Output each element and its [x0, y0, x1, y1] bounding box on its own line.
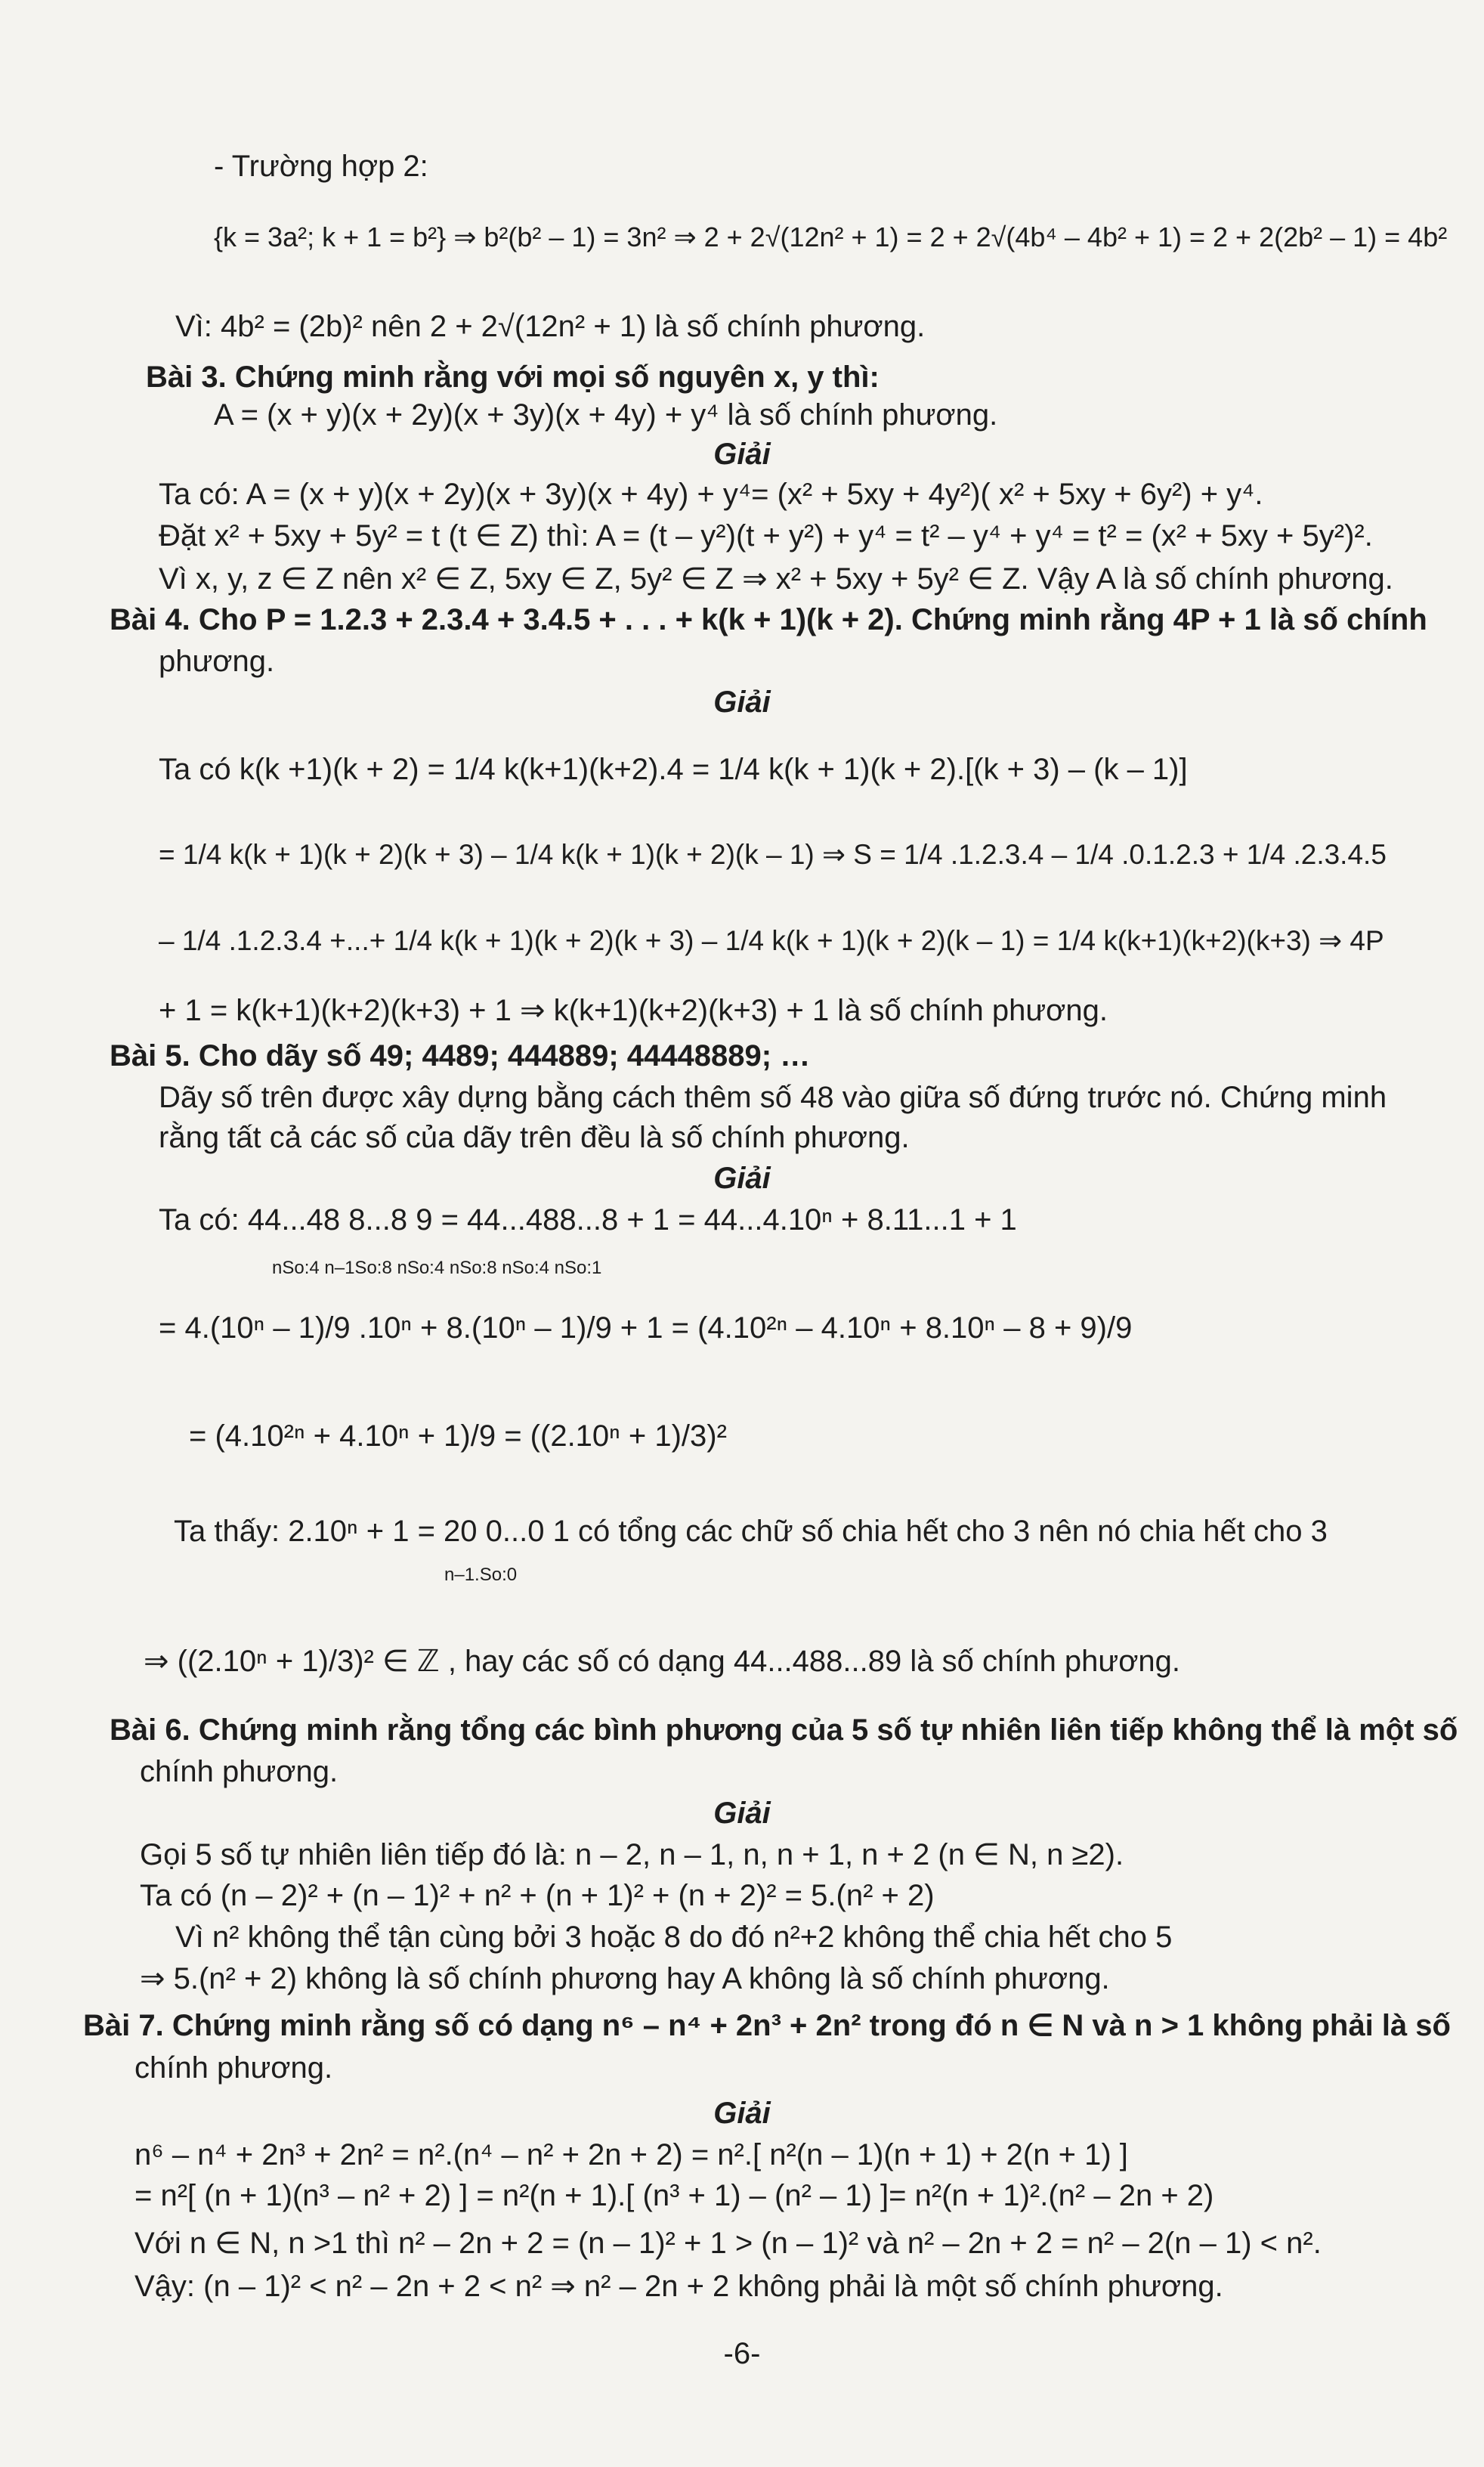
problem-6-conclusion: ⇒ 5.(n² + 2) không là số chính phương hay A không là số chính phương. — [140, 1962, 1110, 1995]
problem-3-step-3: Vì x, y, z ∈ Z nên x² ∈ Z, 5xy ∈ Z, 5y² ∈ Z ⇒ x² + 5xy + 5y² ∈ Z. Vậy A là số chính phương. — [159, 562, 1393, 596]
problem-5-zero-count: n–1.So:0 — [444, 1565, 518, 1585]
problem-6-statement-cont: chính phương. — [140, 1755, 339, 1788]
case-2-system: {k = 3a²; k + 1 = b²} ⇒ b²(b² – 1) = 3n² ⇒ 2 + 2√(12n² + 1) = 2 + 2√(4b⁴ – 4b² + 1) = 2 + 2(2b² – 1) = 4b² — [214, 221, 1448, 252]
problem-4-step-3: – 1/4 .1.2.3.4 +...+ 1/4 k(k + 1)(k + 2)(k + 3) – 1/4 k(k + 1)(k + 2)(k – 1) = 1/4 k(k+1)(k+2)(k+3) ⇒ 4P — [159, 925, 1384, 956]
problem-6-step-1: Gọi 5 số tự nhiên liên tiếp đó là: n – 2, n – 1, n, n + 1, n + 2 (n ∈ N, n ≥2). — [140, 1838, 1124, 1871]
problem-4-step-2: = 1/4 k(k + 1)(k + 2)(k + 3) – 1/4 k(k + 1)(k + 2)(k – 1) ⇒ S = 1/4 .1.2.3.4 – 1/4 .0.1.2.3 + 1/4 .2.3.4.5 — [159, 839, 1387, 870]
problem-5-observation: Ta thấy: 2.10ⁿ + 1 = 20 0...0 1 có tổng các chữ số chia hết cho 3 nên nó chia hết cho 3 — [174, 1515, 1328, 1548]
problem-5-digit-counts: nSo:4 n–1So:8 nSo:4 nSo:8 nSo:4 nSo:1 — [272, 1258, 602, 1278]
problem-5-statement-cont: Dãy số trên được xây dựng bằng cách thêm số 48 vào giữa số đứng trước nó. Chứng minh — [159, 1081, 1387, 1114]
solution-heading: Giải — [713, 686, 771, 719]
problem-5-statement-cont2: rằng tất cả các số của dãy trên đều là số chính phương. — [159, 1121, 910, 1154]
problem-3-expression: A = (x + y)(x + 2y)(x + 3y)(x + 4y) + y⁴ là số chính phương. — [214, 398, 998, 432]
problem-7-statement-cont: chính phương. — [134, 2051, 333, 2085]
problem-5-conclusion: ⇒ ((2.10ⁿ + 1)/3)² ∈ ℤ , hay các số có dạng 44...488...89 là số chính phương. — [144, 1645, 1181, 1678]
problem-7-step-3: Với n ∈ N, n >1 thì n² – 2n + 2 = (n – 1)² + 1 > (n – 1)² và n² – 2n + 2 = n² – 2(n – 1) < n². — [134, 2227, 1322, 2260]
problem-4-statement-cont: phương. — [159, 645, 275, 678]
page-number: -6- — [723, 2337, 761, 2370]
problem-5-statement: Bài 5. Cho dãy số 49; 4489; 444889; 44448889; … — [110, 1039, 811, 1073]
problem-5-step-2: = 4.(10ⁿ – 1)/9 .10ⁿ + 8.(10ⁿ – 1)/9 + 1 = (4.10²ⁿ – 4.10ⁿ + 8.10ⁿ – 8 + 9)/9 — [159, 1311, 1133, 1345]
problem-7-conclusion: Vậy: (n – 1)² < n² – 2n + 2 < n² ⇒ n² – 2n + 2 không phải là một số chính phương. — [134, 2270, 1223, 2303]
problem-6-step-3: Vì n² không thể tận cùng bởi 3 hoặc 8 do đó n²+2 không thể chia hết cho 5 — [175, 1921, 1173, 1954]
solution-heading: Giải — [713, 2097, 771, 2130]
problem-6-step-2: Ta có (n – 2)² + (n – 1)² + n² + (n + 1)² + (n + 2)² = 5.(n² + 2) — [140, 1879, 935, 1912]
problem-3-step-2: Đặt x² + 5xy + 5y² = t (t ∈ Z) thì: A = (t – y²)(t + y²) + y⁴ = t² – y⁴ + y⁴ = t² = (x² + 5xy + 5y²)². — [159, 519, 1373, 553]
solution-heading: Giải — [713, 1797, 771, 1830]
problem-7-step-2: = n²[ (n + 1)(n³ – n² + 2) ] = n²(n + 1).[ (n³ + 1) – (n² – 1) ]= n²(n + 1)².(n² – 2n + 2) — [134, 2179, 1214, 2212]
problem-4-conclusion: + 1 = k(k+1)(k+2)(k+3) + 1 ⇒ k(k+1)(k+2)(k+3) + 1 là số chính phương. — [159, 994, 1108, 1027]
case-2-conclusion: Vì: 4b² = (2b)² nên 2 + 2√(12n² + 1) là số chính phương. — [175, 310, 926, 343]
solution-heading: Giải — [713, 438, 771, 471]
problem-5-step-1: Ta có: 44...48 8...8 9 = 44...488...8 + 1 = 44...4.10ⁿ + 8.11...1 + 1 — [159, 1203, 1017, 1237]
problem-5-step-3: = (4.10²ⁿ + 4.10ⁿ + 1)/9 = ((2.10ⁿ + 1)/3)² — [189, 1419, 727, 1453]
problem-3-step-1: Ta có: A = (x + y)(x + 2y)(x + 3y)(x + 4y) + y⁴= (x² + 5xy + 4y²)( x² + 5xy + 6y²) + y⁴. — [159, 478, 1263, 511]
problem-3-statement: Bài 3. Chứng minh rằng với mọi số nguyên x, y thì: — [146, 361, 880, 394]
problem-4-statement: Bài 4. Cho P = 1.2.3 + 2.3.4 + 3.4.5 + . . . + k(k + 1)(k + 2). Chứng minh rằng 4P + 1 là số chính — [110, 603, 1427, 636]
problem-4-step-1: Ta có k(k +1)(k + 2) = 1/4 k(k+1)(k+2).4 = 1/4 k(k + 1)(k + 2).[(k + 3) – (k – 1)] — [159, 753, 1188, 786]
problem-7-statement: Bài 7. Chứng minh rằng số có dạng n⁶ – n⁴ + 2n³ + 2n² trong đó n ∈ N và n > 1 không phải là số — [83, 2009, 1451, 2042]
problem-6-statement: Bài 6. Chứng minh rằng tổng các bình phương của 5 số tự nhiên liên tiếp không thể là một số — [110, 1713, 1458, 1747]
solution-heading: Giải — [713, 1162, 771, 1195]
case-2-heading: - Trường hợp 2: — [214, 150, 428, 183]
problem-7-step-1: n⁶ – n⁴ + 2n³ + 2n² = n².(n⁴ – n² + 2n + 2) = n².[ n²(n – 1)(n + 1) + 2(n + 1) ] — [134, 2138, 1128, 2171]
